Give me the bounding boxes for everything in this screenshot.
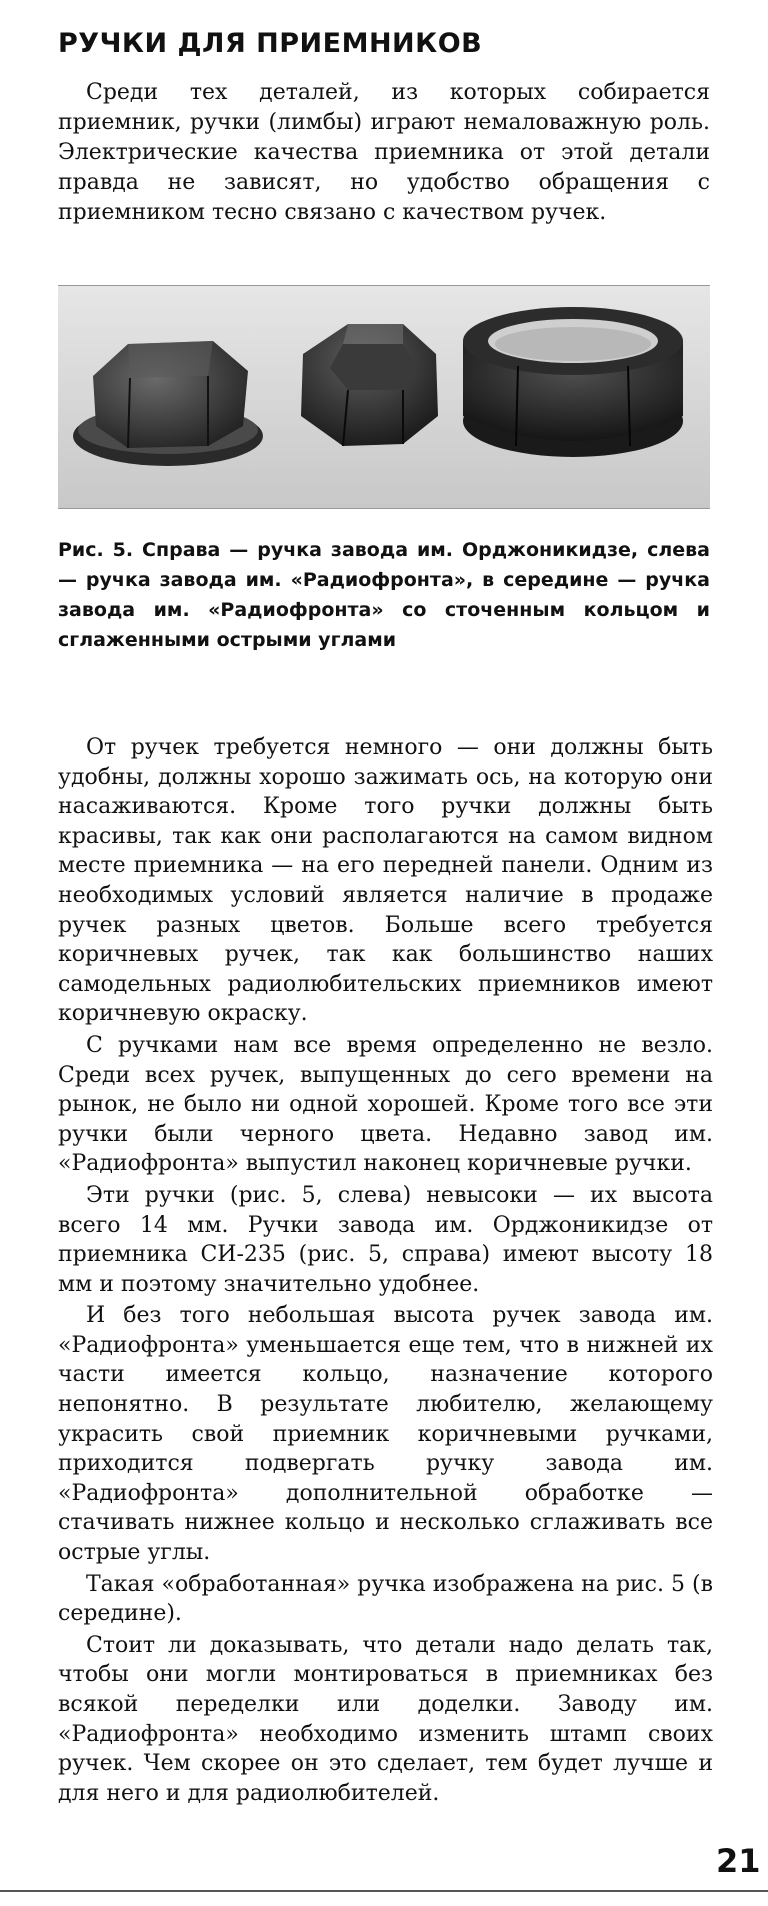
article-title: РУЧКИ ДЛЯ ПРИЕМНИКОВ — [58, 28, 483, 59]
body-paragraph: И без того небольшая высота ручек завода им. «Радиофронта» уменьшается еще тем, что в нижней их части имеется кольцо, назначение которого непонятно. В результате любителю, желающему украсить свой приемник коричневыми ручками, приходится подвергать ручку завода им. «Радиофронта» дополнительной обработке — стачивать нижнее кольцо и несколько сглаживать все острые углы. — [58, 1303, 713, 1566]
bottom-rule — [0, 1890, 768, 1892]
page-number: 21 — [716, 1842, 761, 1880]
body-paragraph: С ручками нам все время определенно не везло. Среди всех ручек, выпущенных до сего времени на рынок, не было ни одной хорошей. Кроме того все эти ручки были черного цвета. Недавно завод им. «Радиофронта» выпустил наконец коричневые ручки. — [58, 1032, 713, 1177]
right-knob — [463, 307, 683, 457]
body-paragraph: Эти ручки (рис. 5, слева) невысоки — их высота всего 14 мм. Ручки завода им. Орджоникидзе от приемника СИ-235 (рис. 5, справа) имеют высоту 18 мм и поэтому значительно удобнее. — [58, 1182, 713, 1297]
knobs-photo-image — [58, 286, 710, 508]
article-body — [58, 733, 713, 1810]
body-paragraph: Такая «обработанная» ручка изображена на рис. 5 (в середине). — [58, 1571, 713, 1627]
body-paragraph: Стоит ли доказывать, что детали надо делать так, чтобы они могли монтироваться в приемниках без всякой переделки или доделки. Заводу им. «Радиофронта» необходимо изменить штамп своих ручек. Чем скорее он это сделает, тем будет лучше и для него и для радиолюбителей. — [58, 1632, 713, 1806]
intro-paragraph: Среди тех деталей, из которых собирается приемник, ручки (лимбы) играют немаловажную роль. Электрические качества приемника от этой детали правда не зависят, но удобство обращения с приемником тесно связано с качеством ручек. — [58, 80, 710, 225]
figure-caption: Рис. 5. Справа — ручка завода им. Орджоникидзе, слева — ручка завода им. «Радиофронта», в середине — ручка завода им. «Радиофронта» со сточенным кольцом и сглаженными острыми углами — [58, 539, 710, 651]
figure-photo — [58, 285, 710, 509]
middle-knob — [301, 324, 438, 446]
body-paragraph: От ручек требуется немного — они должны быть удобны, должны хорошо зажимать ось, на которую они насаживаются. Кроме того ручки должны быть красивы, так как они располагаются на самом видном месте приемника — на его передней панели. Одним из необходимых условий является наличие в продаже ручек разных цветов. Больше всего требуется коричневых ручек, так как большинство наших самодельных радиолюбительских приемников имеют коричневую окраску. — [58, 735, 713, 1027]
